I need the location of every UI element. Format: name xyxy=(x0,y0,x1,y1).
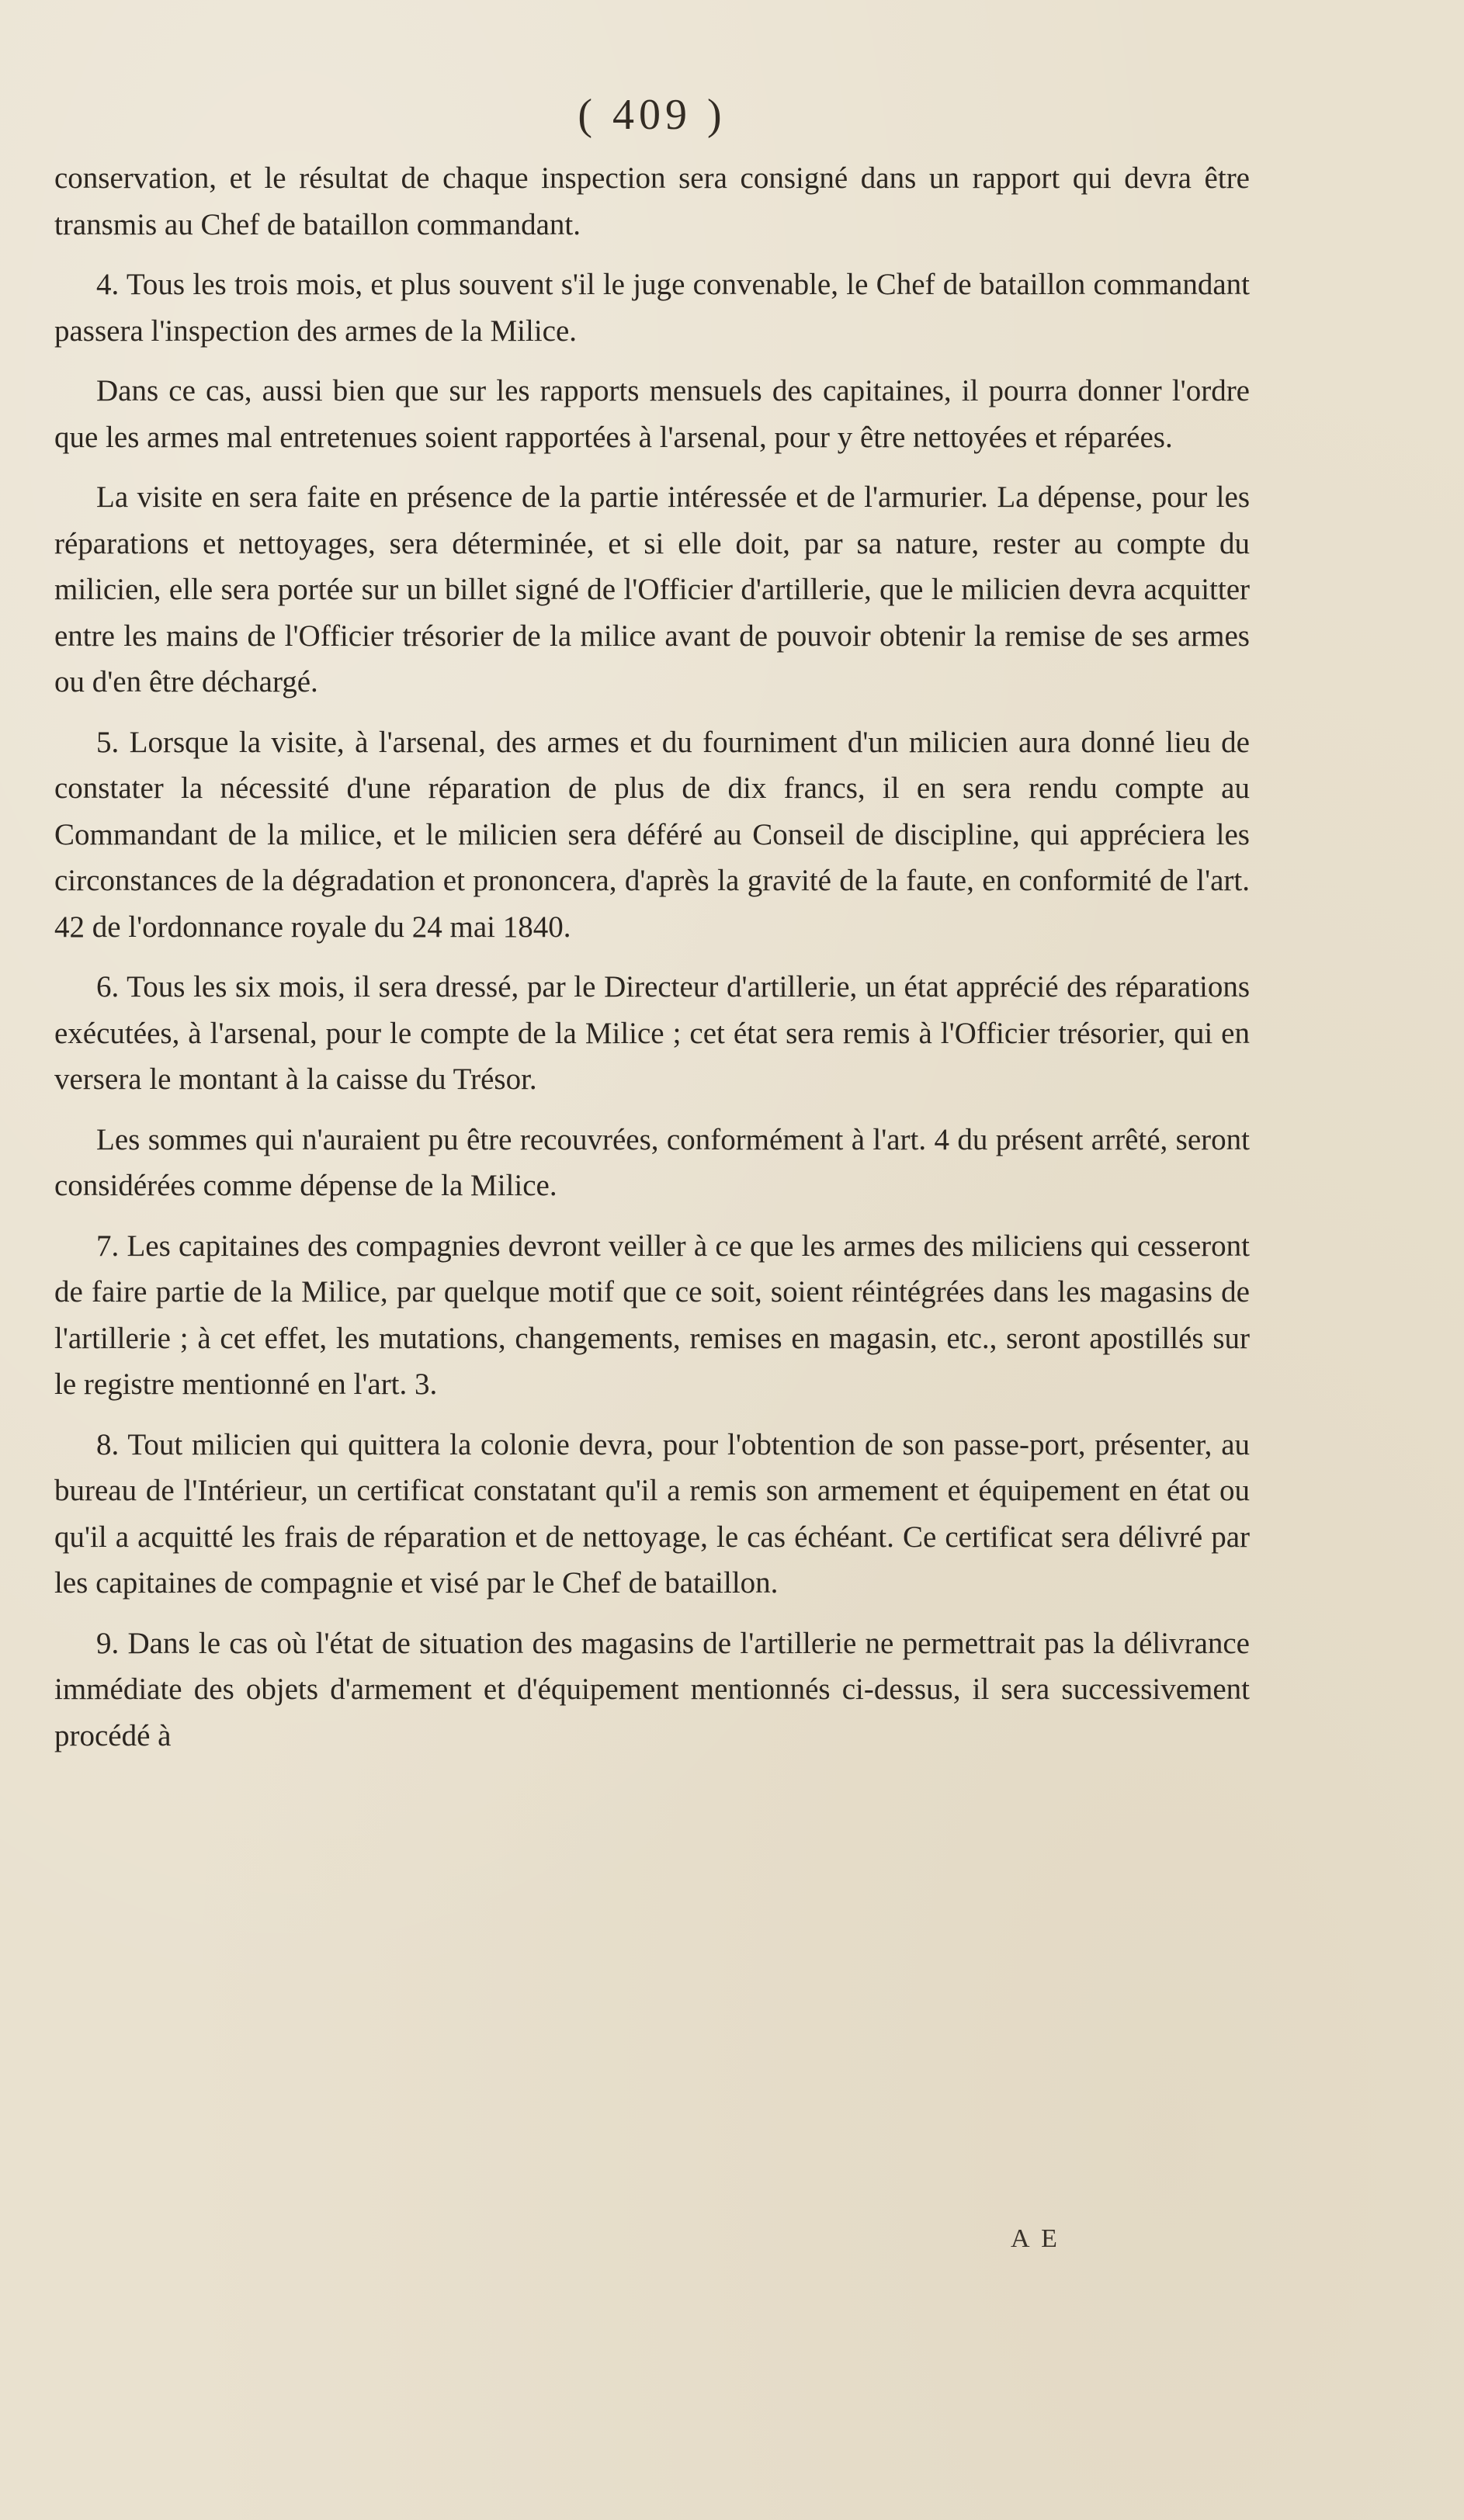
paragraph-article-4-cont-1: Dans ce cas, aussi bien que sur les rapports mensuels des capitaines, il pourra donner l'ordre que les armes mal entretenues soient rapportées à l'arsenal, pour y être nettoyées et réparées. xyxy=(54,374,1250,454)
page-number: ( 409 ) xyxy=(578,91,727,139)
paragraph-article-9: 9. Dans le cas où l'état de situation des magasins de l'artillerie ne permettrait pas la délivrance immédiate des objets d'armement et d'équipement mentionnés ci-dessus, il sera successivement procédé à xyxy=(54,1626,1250,1752)
paragraph-article-6: 6. Tous les six mois, il sera dressé, par le Directeur d'artillerie, un état apprécié des réparations exécutées, à l'arsenal, pour le compte de la Milice ; cet état sera remis à l'Officier trésorier, qui en versera le montant à la caisse du Trésor. xyxy=(54,970,1250,1096)
paragraph-article-7: 7. Les capitaines des compagnies devront veiller à ce que les armes des miliciens qui cesseront de faire partie de la Milice, par quelque motif que ce soit, soient réintégrées dans les magasins de l'artillerie ; à cet effet, les mutations, changements, remises en magasin, etc., seront apostillés sur le registre mentionné en l'art. 3. xyxy=(54,1229,1250,1401)
paragraph-article-4-cont-2: La visite en sera faite en présence de la partie intéressée et de l'armurier. La dépense, pour les réparations et nettoyages, sera déterminée, et si elle doit, par sa nature, rester au compte du milicien, elle sera portée sur un billet signé de l'Officier d'artillerie, que le milicien devra acquitter entre les mains de l'Officier trésorier de la milice avant de pouvoir obtenir la remise de ses armes ou d'en être déchargé. xyxy=(54,480,1250,698)
document-page xyxy=(54,93,1250,1759)
paragraph-continuation: conservation, et le résultat de chaque inspection sera consigné dans un rapport qui devra être transmis au Chef de bataillon commandant. xyxy=(54,161,1250,241)
paragraph-article-4: 4. Tous les trois mois, et plus souvent s'il le juge convenable, le Chef de bataillon commandant passera l'inspection des armes de la Milice. xyxy=(54,268,1250,348)
paragraph-article-6-cont: Les sommes qui n'auraient pu être recouvrées, conformément à l'art. 4 du présent arrêté, seront considérées comme dépense de la Milice. xyxy=(54,1122,1250,1202)
paragraph-article-5: 5. Lorsque la visite, à l'arsenal, des armes et du fourniment d'un milicien aura donné lieu de constater la nécessité d'une réparation de plus de dix francs, il en sera rendu compte au Commandant de la milice, et le milicien sera déféré au Conseil de discipline, qui appréciera les circonstances de la dégradation et prononcera, d'après la gravité de la faute, en conformité de l'art. 42 de l'ordonnance royale du 24 mai 1840. xyxy=(54,725,1250,944)
paragraph-article-8: 8. Tout milicien qui quittera la colonie devra, pour l'obtention de son passe-port, présenter, au bureau de l'Intérieur, un certificat constatant qu'il a remis son armement et équipement en état ou qu'il a acquitté les frais de réparation et de nettoyage, le cas échéant. Ce certificat sera délivré par les capitaines de compagnie et visé par le Chef de bataillon. xyxy=(54,1427,1250,1600)
signature-mark: A E xyxy=(1011,2224,1060,2253)
